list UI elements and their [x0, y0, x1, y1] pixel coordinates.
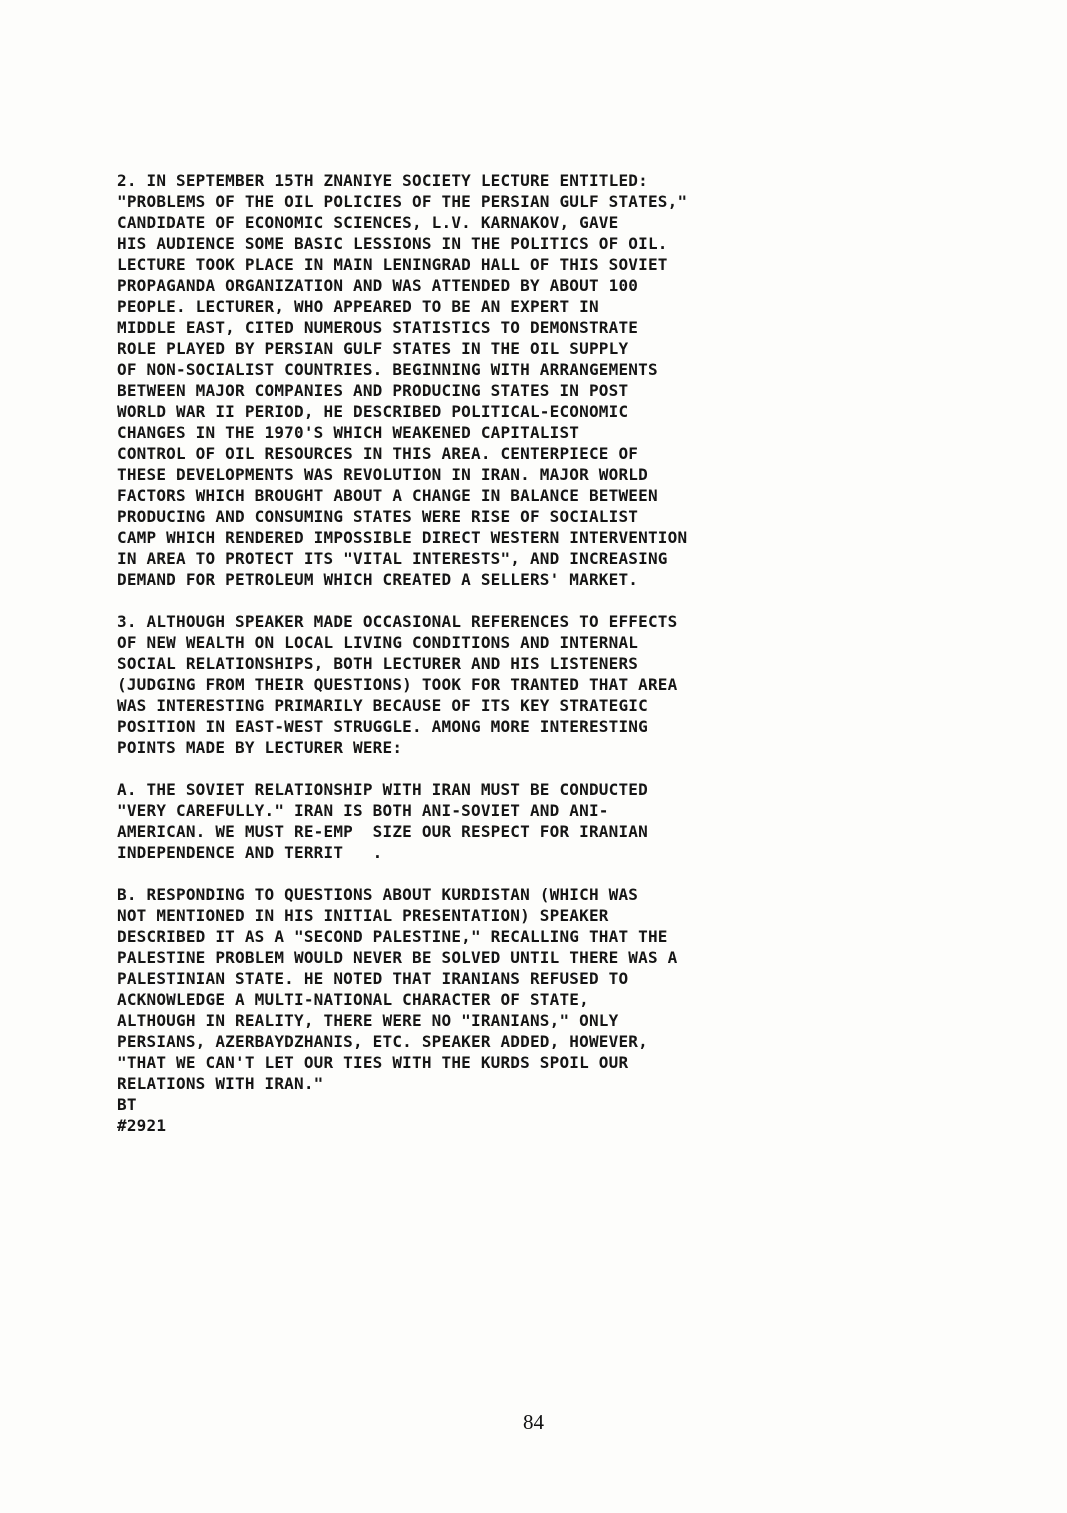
text-line: OF NEW WEALTH ON LOCAL LIVING CONDITIONS AND INTERNAL [117, 633, 639, 652]
text-line: PRODUCING AND CONSUMING STATES WERE RISE OF SOCIALIST [117, 507, 639, 526]
para-3 [117, 611, 857, 758]
text-line: FACTORS WHICH BROUGHT ABOUT A CHANGE IN BALANCE BETWEEN [117, 486, 658, 505]
text-line: (JUDGING FROM THEIR QUESTIONS) TOOK FOR TRANTED THAT AREA [117, 675, 678, 694]
text-line: A. THE SOVIET RELATIONSHIP WITH IRAN MUST BE CONDUCTED [117, 780, 648, 799]
text-line: "THAT WE CAN'T LET OUR TIES WITH THE KURDS SPOIL OUR [117, 1053, 629, 1072]
text-line: WORLD WAR II PERIOD, HE DESCRIBED POLITICAL-ECONOMIC [117, 402, 629, 421]
text-line: BT [117, 1095, 137, 1114]
text-line: IN AREA TO PROTECT ITS "VITAL INTERESTS", AND INCREASING [117, 549, 668, 568]
text-line: RELATIONS WITH IRAN." [117, 1074, 324, 1093]
text-line: INDEPENDENCE AND TERRIT . [117, 843, 383, 862]
text-line: SOCIAL RELATIONSHIPS, BOTH LECTURER AND HIS LISTENERS [117, 654, 639, 673]
para-a [117, 779, 857, 863]
text-line: POSITION IN EAST-WEST STRUGGLE. AMONG MORE INTERESTING [117, 717, 648, 736]
text-line: PERSIANS, AZERBAYDZHANIS, ETC. SPEAKER ADDED, HOWEVER, [117, 1032, 648, 1051]
text-line: LECTURE TOOK PLACE IN MAIN LENINGRAD HALL OF THIS SOVIET [117, 255, 668, 274]
text-line: BETWEEN MAJOR COMPANIES AND PRODUCING STATES IN POST [117, 381, 629, 400]
text-line: ROLE PLAYED BY PERSIAN GULF STATES IN THE OIL SUPPLY [117, 339, 629, 358]
text-line: CANDIDATE OF ECONOMIC SCIENCES, L.V. KARNAKOV, GAVE [117, 213, 619, 232]
text-line: OF NON-SOCIALIST COUNTRIES. BEGINNING WITH ARRANGEMENTS [117, 360, 658, 379]
text-line: B. RESPONDING TO QUESTIONS ABOUT KURDISTAN (WHICH WAS [117, 885, 639, 904]
text-line: CAMP WHICH RENDERED IMPOSSIBLE DIRECT WESTERN INTERVENTION [117, 528, 688, 547]
text-line: WAS INTERESTING PRIMARILY BECAUSE OF ITS KEY STRATEGIC [117, 696, 648, 715]
para-2 [117, 170, 857, 590]
text-line: AMERICAN. WE MUST RE-EMP SIZE OUR RESPECT FOR IRANIAN [117, 822, 648, 841]
text-line: HIS AUDIENCE SOME BASIC LESSIONS IN THE POLITICS OF OIL. [117, 234, 668, 253]
text-line: DESCRIBED IT AS A "SECOND PALESTINE," RECALLING THAT THE [117, 927, 668, 946]
text-line: PALESTINE PROBLEM WOULD NEVER BE SOLVED UNTIL THERE WAS A [117, 948, 678, 967]
text-line: 2. IN SEPTEMBER 15TH ZNANIYE SOCIETY LECTURE ENTITLED: [117, 171, 648, 190]
text-line: 3. ALTHOUGH SPEAKER MADE OCCASIONAL REFERENCES TO EFFECTS [117, 612, 678, 631]
text-line: CHANGES IN THE 1970'S WHICH WEAKENED CAPITALIST [117, 423, 580, 442]
text-line: THESE DEVELOPMENTS WAS REVOLUTION IN IRAN. MAJOR WORLD [117, 465, 648, 484]
text-line: PALESTINIAN STATE. HE NOTED THAT IRANIANS REFUSED TO [117, 969, 629, 988]
text-line: POINTS MADE BY LECTURER WERE: [117, 738, 403, 757]
text-line: PEOPLE. LECTURER, WHO APPEARED TO BE AN EXPERT IN [117, 297, 599, 316]
text-line: PROPAGANDA ORGANIZATION AND WAS ATTENDED BY ABOUT 100 [117, 276, 639, 295]
text-line: "PROBLEMS OF THE OIL POLICIES OF THE PERSIAN GULF STATES," [117, 192, 688, 211]
text-line: ALTHOUGH IN REALITY, THERE WERE NO "IRANIANS," ONLY [117, 1011, 619, 1030]
text-line: NOT MENTIONED IN HIS INITIAL PRESENTATION) SPEAKER [117, 906, 609, 925]
text-line: ACKNOWLEDGE A MULTI-NATIONAL CHARACTER OF STATE, [117, 990, 589, 1009]
text-line: DEMAND FOR PETROLEUM WHICH CREATED A SELLERS' MARKET. [117, 570, 639, 589]
cable-text [117, 170, 857, 1136]
para-b [117, 884, 857, 1136]
text-line: "VERY CAREFULLY." IRAN IS BOTH ANI-SOVIET AND ANI- [117, 801, 609, 820]
text-line: CONTROL OF OIL RESOURCES IN THIS AREA. CENTERPIECE OF [117, 444, 639, 463]
text-line: #2921 [117, 1116, 167, 1135]
page-number: 84 [523, 1410, 544, 1434]
text-line: MIDDLE EAST, CITED NUMEROUS STATISTICS TO DEMONSTRATE [117, 318, 639, 337]
